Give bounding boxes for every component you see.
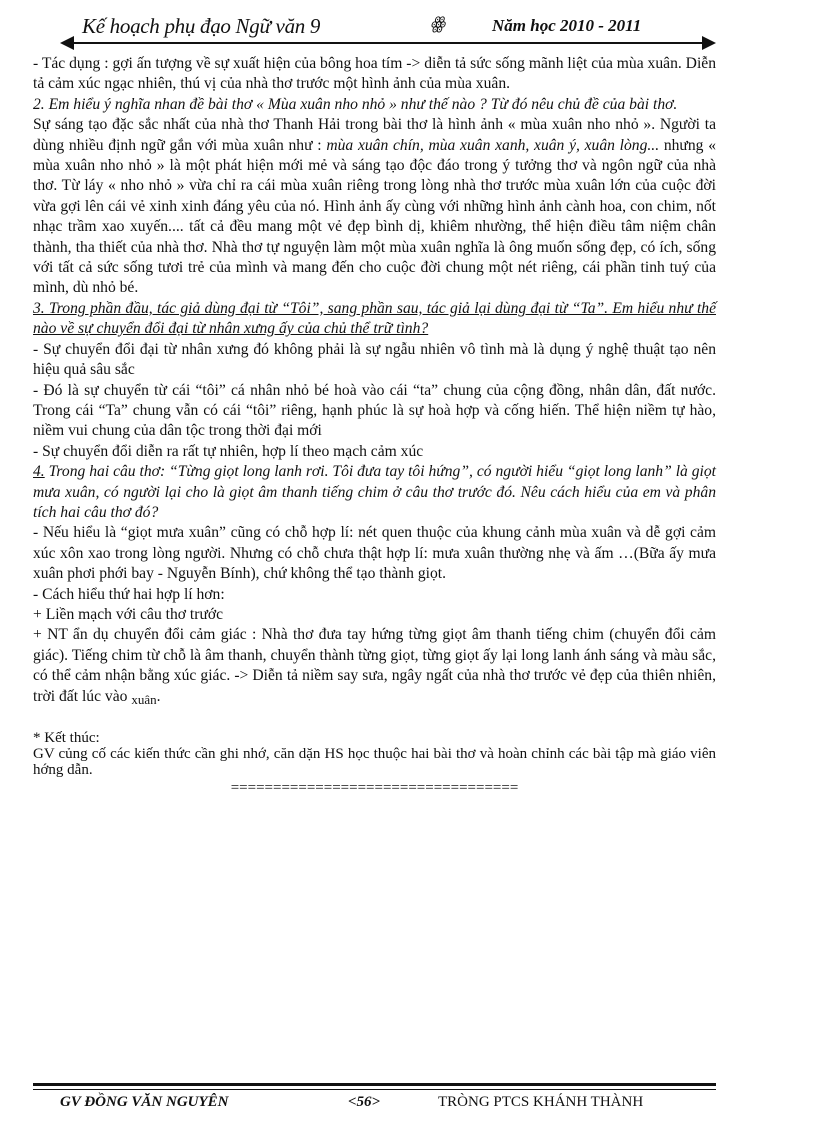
question-4-number: 4. — [33, 463, 45, 481]
question-4-text: Trong hai câu thơ: “Từng giọt long lanh rơi. Tôi đưa tay tôi hứng”, có người hiểu “giọt long lanh” là giọt mưa xuân, có người lại cho là giọt âm thanh tiếng chim ở câu thơ trước đó. Nêu cách hiểu của em và phân tích hai câu thơ đó? — [33, 463, 716, 521]
document-body — [33, 54, 716, 798]
answer-4-line3: + Liền mạch với câu thơ trước — [33, 605, 224, 623]
closing-title: * Kết thúc: — [33, 730, 100, 746]
answer-2-part1: Sự sáng tạo đặc sắc nhất của nhà thơ Thanh Hải trong bài thơ là hình ảnh « mùa xuân nho nhỏ ». Người ta dùng nhiều định ngữ gắn với mùa xuân như : — [33, 116, 716, 154]
footer-page-number: <56> — [348, 1094, 381, 1110]
answer-2 — [33, 115, 716, 299]
answer-4-line4 — [33, 625, 716, 710]
answer-3-line1: - Sự chuyển đổi đại từ nhân xưng đó không phải là sự ngẫu nhiên vô tình mà là dụng ý nghệ thuật tạo nên hiệu quả sâu sắc — [33, 340, 716, 379]
question-3: 3. Trong phần đầu, tác giả dùng đại từ “Tôi”, sang phần sau, tác giả lại dùng đại từ “Ta”. Em hiểu như thế nào về sự chuyển đổi đại từ nhân xưng ấy của chủ thể trữ tình? — [33, 299, 716, 338]
footer-rule-thick — [33, 1083, 716, 1086]
answer-2-italic: mùa xuân chín, mùa xuân xanh, xuân ý, xuân lòng... — [326, 136, 660, 154]
header-school-year: Năm học 2010 - 2011 — [492, 16, 642, 35]
closing-text: GV củng cố các kiến thức cần ghi nhớ, căn dặn HS học thuộc hai bài thơ và hoàn chỉnh các bài tập mà giáo viên hớng dẫn. — [33, 746, 716, 778]
page-footer — [60, 1094, 710, 1116]
header-rule — [72, 42, 704, 44]
paragraph-effect: - Tác dụng : gợi ấn tượng về sự xuất hiện của bông hoa tím -> diễn tả sức sống mãnh liệt của mùa xuân. Diễn tả cảm xúc ngạc nhiên, thú vị của nhà thơ trước một hình ảnh của mùa xuân. — [33, 55, 716, 93]
footer-teacher: GV ĐỒNG VĂN NGUYÊN — [60, 1094, 229, 1110]
arrow-right-icon — [702, 36, 716, 50]
answer-2-part2: nhưng « mùa xuân nho nhỏ » là một phát hiện mới mẻ và sáng tạo độc đáo trong ý tưởng thơ và ngôn ngữ của nhà thơ. Từ láy « nho nhỏ » vừa chỉ ra cái mùa xuân riêng trong lòng nhà thơ trước mùa xuân lớn của cuộc đời vừa gợi lên cái vẻ xinh xinh đáng yêu của nó. Hình ảnh ấy cùng với những hình ảnh cành hoa, con chim, nốt nhạc trầm xao xuyến.... tất cả đều mang một vẻ đẹp bình dị, khiêm nhường, thể hiện điều tâm niệm chân thành, tha thiết của nhà thơ. Nhà thơ tự nguyện làm một mùa xuân nghĩa là ông muốn sống đẹp, có ích, sống với tất cả sức sống tươi trẻ của mình và mang đến cho cuộc đời chung một nét riêng, cái phần tinh tuý của mình, dù nhỏ bé. — [33, 136, 717, 297]
footer-school: TRÒNG PTCS KHÁNH THÀNH — [438, 1094, 644, 1110]
question-4 — [33, 462, 716, 523]
answer-3-line3: - Sự chuyển đổi diễn ra rất tự nhiên, hợp lí theo mạch cảm xúc — [33, 442, 424, 460]
footer-rule-thin — [33, 1089, 716, 1090]
answer-4-end: . — [156, 687, 161, 705]
question-2: 2. Em hiểu ý nghĩa nhan đề bài thơ « Mùa xuân nho nhỏ » như thế nào ? Từ đó nêu chủ đề của bài thơ. — [33, 95, 678, 113]
page-header — [60, 14, 710, 44]
answer-4-text: + NT ẩn dụ chuyển đổi cảm giác : Nhà thơ đưa tay hứng từng giọt âm thanh tiếng chim (chuyển đổi cảm giác). Tiếng chim từ chỗ là âm thanh, chuyển thành từng giọt, từng giọt ấy lại long lanh ánh sáng và màu sắc, có thể cảm nhận bằng xúc giác. -> Diễn tả niềm say sưa, ngây ngất của nhà thơ trước vẻ đẹp của thiên nhiên, trời đất lúc vào — [33, 626, 716, 705]
answer-3-line2: - Đó là sự chuyển từ cái “tôi” cá nhân nhỏ bé hoà vào cái “ta” chung của cộng đồng, nhân dân, đất nước. Trong cái “Ta” chung vẫn có cái “tôi” riêng, hạnh phúc là sự hoà hợp và cống hiến. Thể hiện niềm tự hào, niềm vui chung của dân tộc trong thời đại mới — [33, 381, 716, 440]
header-title: Kế hoạch phụ đạo Ngữ văn 9 — [82, 14, 321, 38]
answer-4-line2: - Cách hiểu thứ hai hợp lí hơn: — [33, 585, 225, 603]
answer-4-sub: xuân — [131, 691, 157, 707]
answer-4-line1: - Nếu hiểu là “giọt mưa xuân” cũng có chỗ hợp lí: nét quen thuộc của khung cảnh mùa xuân và dễ gợi cảm xúc xôn xao trong lòng người. Nhưng có chỗ chưa thật hợp lí: mưa xuân thường nhẹ và ấm …(Bữa ấy mưa xuân phơi phới bay - Nguyễn Bính), chứ không thể tạo thành giọt. — [33, 524, 716, 583]
ornament-icon: ꙮ — [430, 14, 445, 33]
separator: ================================== — [230, 780, 519, 796]
